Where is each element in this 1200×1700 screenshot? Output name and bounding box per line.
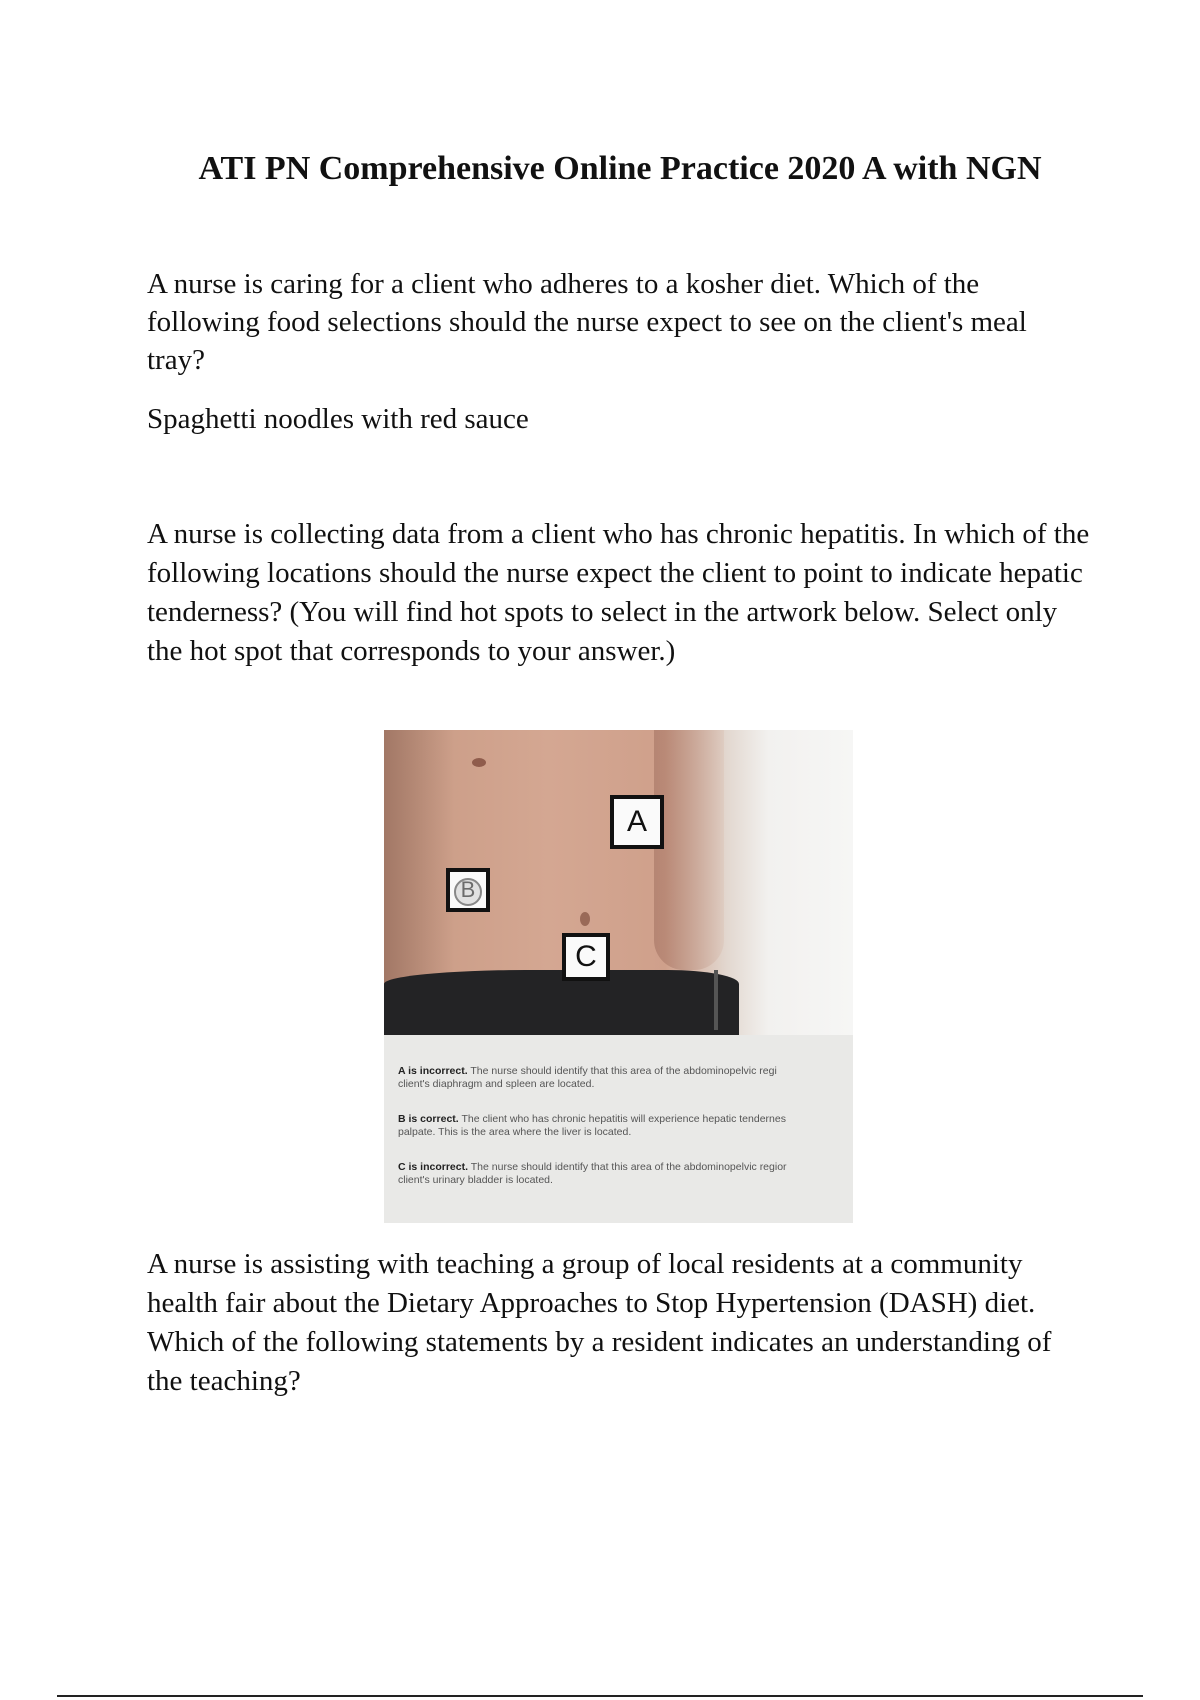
question-3-text: A nurse is assisting with teaching a group of local residents at a community health fair about the Dietary Approaches to Stop Hypertension (DASH) diet. Which of the following statements by a resident indicates an understanding of the teaching?: [147, 1248, 1052, 1397]
feedback-a-line1: The nurse should identify that this area of the abdominopelvic regi: [470, 1065, 777, 1077]
answer-feedback: [398, 1065, 838, 1209]
document-title: ATI PN Comprehensive Online Practice 2020 A with NGN: [198, 150, 1042, 187]
feedback-a-line2: client's diaphragm and spleen are located.: [398, 1078, 595, 1090]
hotspot-figure: [384, 730, 853, 1223]
hotspot-a[interactable]: A: [610, 795, 664, 849]
question-1-text: A nurse is caring for a client who adheres to a kosher diet. Which of the following food selections should the nurse expect to see on the client's meal tray?: [147, 268, 1027, 376]
feedback-b-label: B is correct.: [398, 1113, 459, 1125]
feedback-b: [398, 1113, 838, 1139]
feedback-b-line1: The client who has chronic hepatitis will experience hepatic tendernes: [461, 1113, 786, 1125]
feedback-a: [398, 1065, 838, 1091]
feedback-c-line1: The nurse should identify that this area of the abdominopelvic regior: [470, 1161, 787, 1173]
feedback-c-line2: client's urinary bladder is located.: [398, 1174, 553, 1186]
feedback-c: [398, 1161, 838, 1187]
page-divider: [57, 1695, 1143, 1697]
question-1-answer: Spaghetti noodles with red sauce: [147, 403, 529, 435]
question-2-text: A nurse is collecting data from a client who has chronic hepatitis. In which of the following locations should the nurse expect the client to point to indicate hepatic tenderness? (You will find hot spots to select in the artwork below. Select only the hot spot that corresponds to your answer.): [147, 518, 1090, 667]
feedback-c-label: C is incorrect.: [398, 1161, 469, 1173]
cursor-circle-icon: [454, 878, 482, 906]
abdomen-photo: [384, 730, 853, 1035]
feedback-b-line2: palpate. This is the area where the liver is located.: [398, 1126, 632, 1138]
hotspot-c[interactable]: C: [562, 933, 610, 981]
feedback-a-label: A is incorrect.: [398, 1065, 468, 1077]
